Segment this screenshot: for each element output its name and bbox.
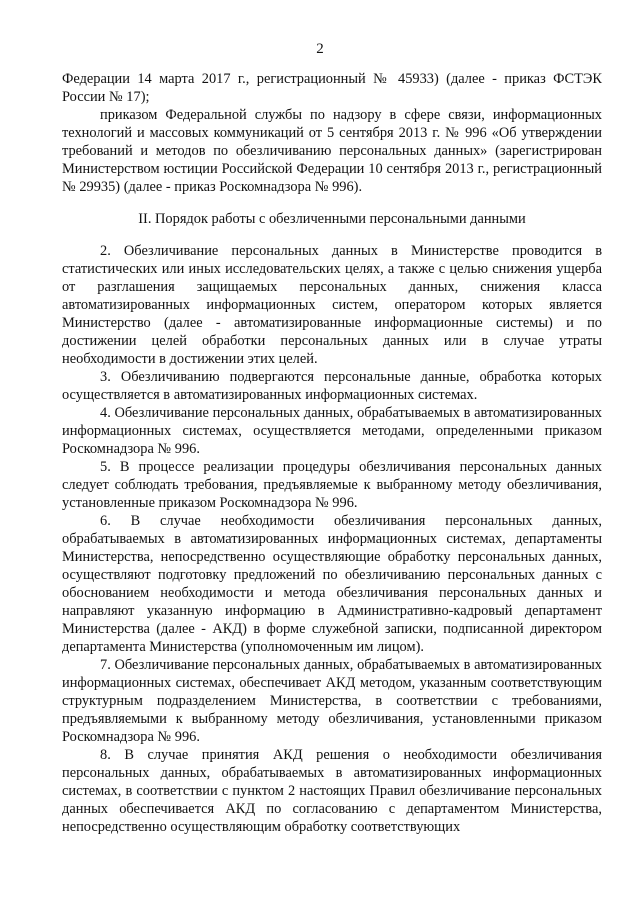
paragraph-item-7: 7. Обезличивание персональных данных, обрабатываемых в автоматизированных информационных системах, обеспечивает АКД методом, указанным соответствующим структурным подразделением Министерства, в соответствии с требованиями, предъявляемыми к выбранному методу обезличивания, установленными приказом Роскомнадзора № 996. (62, 657, 602, 745)
page-number: 2 (316, 41, 324, 57)
paragraph-item-6: 6. В случае необходимости обезличивания персональных данных, обрабатываемых в автоматизированных информационных системах, департаменты Министерства, непосредственно осуществляющие обработку персональных данных, осуществляют подготовку предложений по обезличиванию персональных данных с обоснованием необходимости и метода обезличивания персональных данных и направляют указанную информацию в Административно-кадровый департамент Министерства (далее - АКД) в форме служебной записки, подписанной директором департамента Министерства (уполномоченным им лицом). (62, 513, 602, 655)
paragraph-roskomnadzor-order: приказом Федеральной службы по надзору в сфере связи, информационных технологий и массовых коммуникаций от 5 сентября 2013 г. № 996 «Об утверждении требований и методов по обезличиванию персональных данных» (зарегистрирован Министерством юстиции Российской Федерации 10 сентября 2013 г., регистрационный № 29935) (далее - приказ Роскомнадзора № 996). (62, 107, 602, 195)
document-body (62, 70, 602, 836)
paragraph-item-5: 5. В процессе реализации процедуры обезличивания персональных данных следует соблюдать требования, предъявляемые к выбранному методу обезличивания, установленные приказом Роскомнадзора № 996. (62, 459, 602, 511)
paragraph-continuation: Федерации 14 марта 2017 г., регистрационный № 45933) (далее - приказ ФСТЭК России № 17); (62, 71, 602, 105)
paragraph-item-8: 8. В случае принятия АКД решения о необходимости обезличивания персональных данных, обрабатываемых в автоматизированных информационных системах, в соответствии с пунктом 2 настоящих Правил обезличивание персональных данных обеспечивается АКД по согласованию с департаментом Министерства, непосредственно осуществляющим обработку соответствующих (62, 747, 602, 835)
paragraph-item-2: 2. Обезличивание персональных данных в Министерстве проводится в статистических или иных исследовательских целях, а также с целью снижения ущерба от разглашения защищаемых персональных данных, снижения класса автоматизированных информационных систем, оператором которых является Министерство (далее - автоматизированные информационные системы) и по достижении целей обработки персональных данных или в случае утраты необходимости в достижении этих целей. (62, 243, 602, 367)
paragraph-item-3: 3. Обезличиванию подвергаются персональные данные, обработка которых осуществляется в автоматизированных информационных системах. (62, 369, 602, 403)
section-heading: II. Порядок работы с обезличенными персональными данными (138, 211, 526, 227)
paragraph-item-4: 4. Обезличивание персональных данных, обрабатываемых в автоматизированных информационных системах, осуществляется методами, определенными приказом Роскомнадзора № 996. (62, 405, 602, 457)
